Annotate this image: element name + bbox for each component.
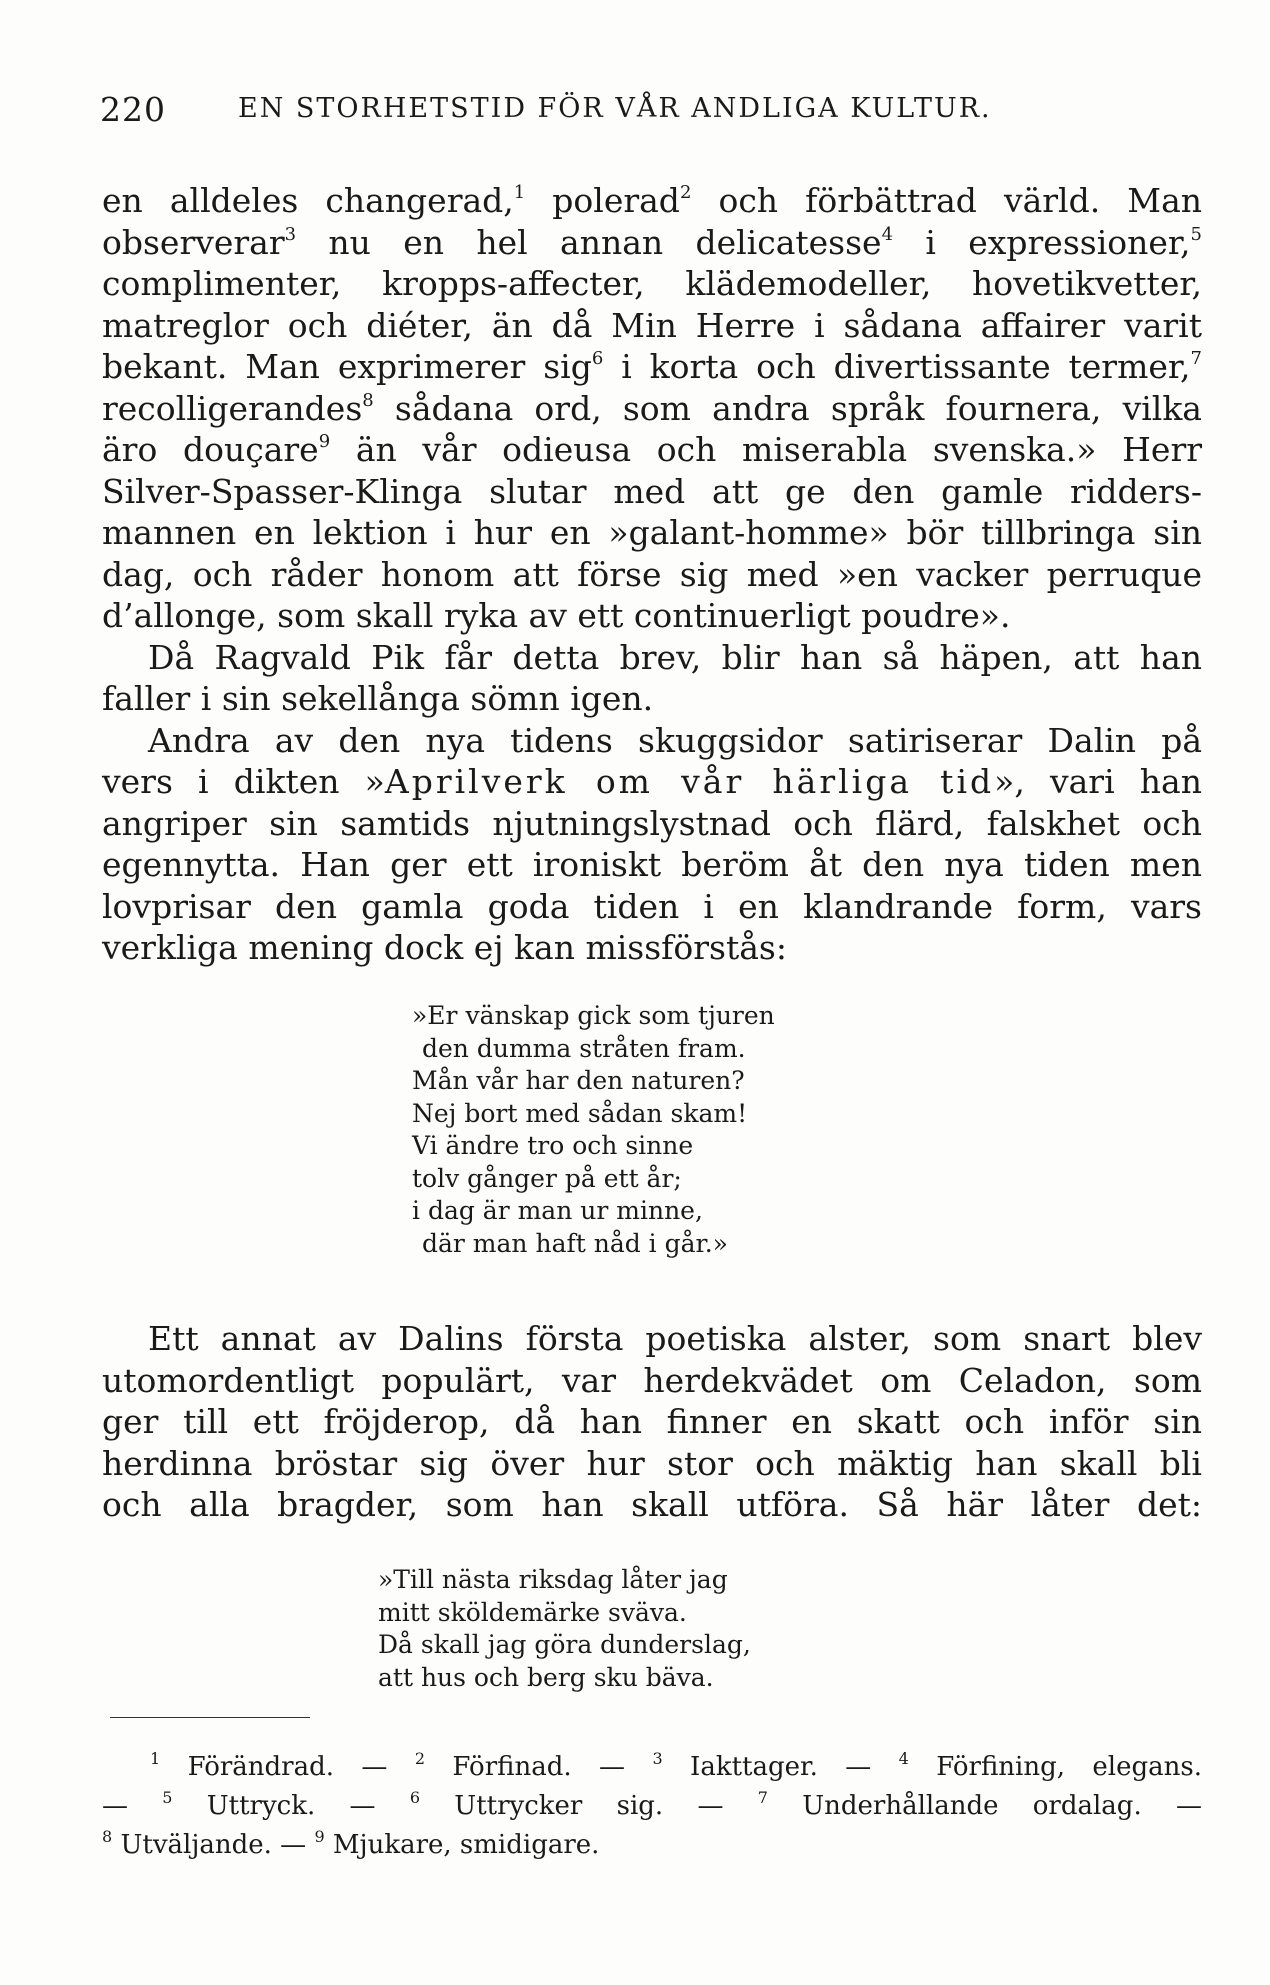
poem-verse: Mån vår har den naturen?	[412, 1066, 745, 1095]
text-line: Silver-Spasser-Klinga slutar med att ge den gamle ridders-	[102, 471, 1202, 511]
text-line: och alla bragder, som han skall utföra. Så här låter det:	[102, 1485, 1202, 1524]
footnote-ref: 5	[1190, 223, 1202, 245]
text-line: vers i dikten »Aprilverk om vår härliga tid», vari han	[102, 762, 1202, 801]
main-text-continued	[102, 1318, 1202, 1526]
text-line: Andra av den nya tidens skuggsidor satiriserar Dalin på	[148, 720, 1202, 760]
paragraph-4	[102, 1318, 1202, 1526]
footnote-ref: 7	[1190, 348, 1202, 369]
text-line: en alldeles changerad,$^1$ polerad$^2$ och förbättrad värld. Man	[102, 181, 1202, 220]
footnote-line: $^1$ Förändrad. — $^2$ Förfinad. — $^3$ Iakttager. — $^4$ Förfining, elegans.	[150, 1749, 1202, 1782]
footnote-ref: 1	[513, 182, 526, 203]
text-line: angriper sin samtids njutningslystnad och flärd, falskhet och	[102, 803, 1202, 843]
text-line: verkliga mening dock ej kan missförstås:	[102, 928, 787, 967]
footnote-ref: 2	[679, 182, 692, 203]
text-line: ger till ett fröjderop, då han finner en skatt och inför sin	[102, 1402, 1202, 1441]
poem-verse: tolv gånger på ett år;	[412, 1163, 682, 1193]
footnote-ref: 6	[591, 348, 604, 369]
poem-verse: Då skall jag göra dunderslag,	[378, 1630, 751, 1659]
text-line: utomordentligt populärt, var herdekvädet om Celadon, som	[102, 1360, 1202, 1400]
text-line: d’allonge, som skall ryka av ett continuerligt poudre».	[102, 596, 1011, 635]
paragraph-2	[102, 637, 1202, 720]
text-line: faller i sin sekellånga sömn igen.	[102, 679, 654, 718]
running-title: EN STORHETSTID FÖR VÅR ANDLIGA KULTUR.	[238, 93, 992, 124]
text-line: Ett annat av Dalins första poetiska alster, som snart blev	[148, 1319, 1202, 1358]
page-header	[100, 90, 1200, 140]
poem-verse: Nej bort med sådan skam!	[412, 1098, 748, 1128]
poem-verse: i dag är man ur minne,	[412, 1196, 703, 1225]
poem-verse: den dumma stråten fram.	[422, 1033, 746, 1063]
footnote-ref: 3	[284, 223, 297, 245]
footnote-line: — $^5$ Uttryck. — $^6$ Uttrycker sig. — $^7$ Underhållande ordalag. —	[102, 1788, 1202, 1821]
footnote-rule	[110, 1717, 310, 1718]
footnote-ref: 4	[881, 223, 894, 245]
text-line: egennytta. Han ger ett ironiskt beröm åt den nya tiden men	[102, 845, 1202, 884]
text-line: äro douçare$^9$ än vår odieusa och miserabla svenska.» Herr	[102, 430, 1203, 469]
footnote-ref: 9	[318, 431, 331, 452]
poem-verse: »Till nästa riksdag låter jag	[378, 1565, 728, 1594]
main-text	[102, 180, 1202, 969]
text-line: complimenter, kropps-affecter, klädemodeller, hovetikvetter,	[102, 264, 1202, 303]
text-line: mannen en lektion i hur en »galant-homme» bör tillbringa sin	[102, 513, 1202, 552]
poem-verse: där man haft nåd i går.»	[422, 1228, 728, 1258]
footnote-ref: 8	[362, 389, 374, 411]
poem-verse: Vi ändre tro och sinne	[412, 1131, 694, 1160]
footnotes	[102, 1748, 1202, 1865]
poem-celadon	[378, 1564, 751, 1694]
text-line: recolligerandes$^8$ sådana ord, som andra språk fournera, vilka	[102, 388, 1202, 428]
text-line: observerar$^3$ nu en hel annan delicatesse$^4$ i expressioner,$^5$	[102, 222, 1202, 262]
paragraph-3	[102, 720, 1202, 969]
text-line: Då Ragvald Pik får detta brev, blir han så häpen, att han	[148, 637, 1202, 677]
spaced-title: Aprilverk om vår härliga tid	[384, 762, 995, 801]
text-line: bekant. Man exprimerer sig$^6$ i korta och divertissante termer,$^7$	[102, 347, 1202, 386]
paragraph-1	[102, 180, 1202, 637]
text-line: matreglor och diéter, än då Min Herre i sådana affairer varit	[102, 305, 1202, 345]
poem-aprilverk	[412, 1000, 775, 1260]
text-line: herdinna bröstar sig över hur stor och mäktig han skall bli	[102, 1443, 1202, 1483]
text-line: lovprisar den gamla goda tiden i en klandrande form, vars	[102, 886, 1202, 926]
poem-verse: att hus och berg sku bäva.	[378, 1662, 714, 1692]
text-line: dag, och råder honom att förse sig med »en vacker perruque	[102, 554, 1202, 594]
poem-verse: »Er vänskap gick som tjuren	[412, 1001, 775, 1030]
footnote-line: $^8$ Utväljande. — $^9$ Mjukare, smidigare.	[102, 1827, 600, 1860]
page-number: 220	[100, 90, 166, 129]
poem-verse: mitt sköldemärke sväva.	[378, 1597, 687, 1627]
